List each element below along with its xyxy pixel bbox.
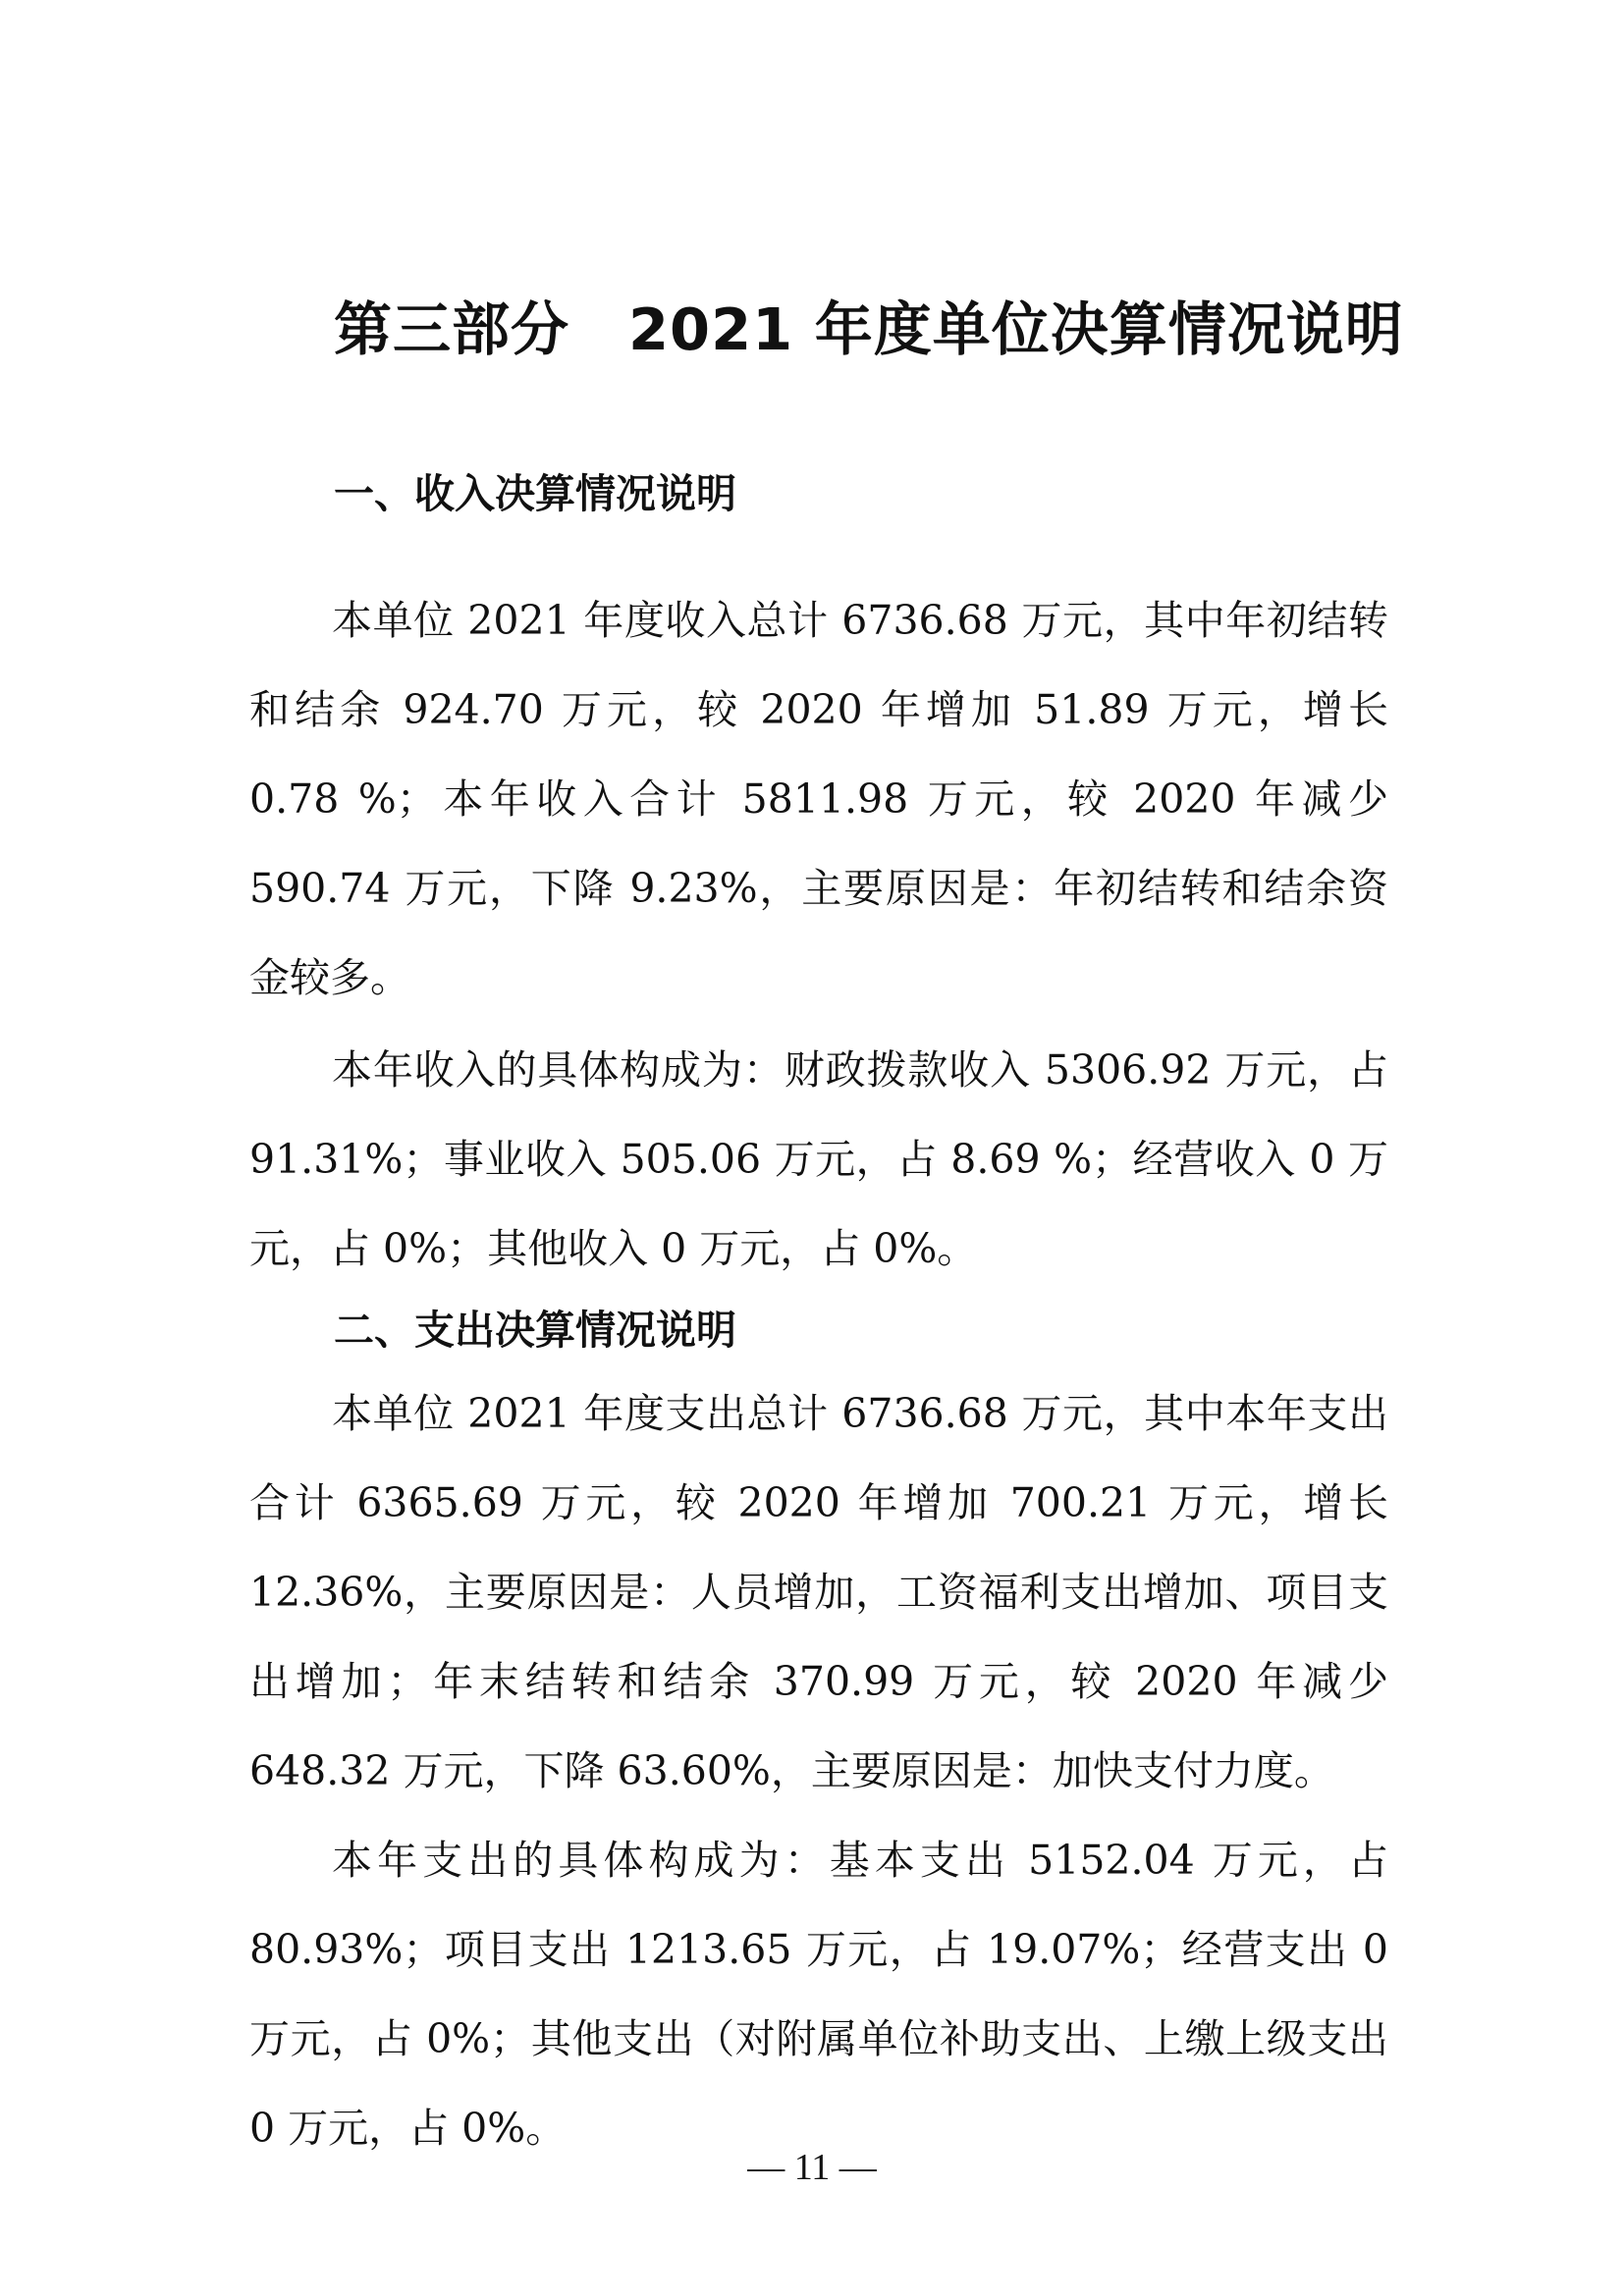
section-heading-income: 一、收入决算情况说明: [334, 470, 736, 517]
income-paragraph-2: 本年收入的具体构成为：财政拨款收入 5306.92 万元，占 91.31%；事业收入 505.06 万元，占 8.69 %；经营收入 0 万元，占 0%；其他收入 0 万元，占 0%。: [249, 1046, 1388, 1272]
page-title: 第三部分 2021 年度单位决算情况说明: [334, 295, 1404, 363]
section-heading-expenditure: 二、支出决算情况说明: [334, 1307, 736, 1354]
expenditure-paragraph-2: 本年支出的具体构成为：基本支出 5152.04 万元，占 80.93%；项目支出 1213.65 万元，占 19.07%；经营支出 0 万元，占 0%；其他支出（对附属单位补助支出、上缴上级支出 0 万元，占 0%。: [249, 1837, 1388, 2152]
expenditure-paragraph-1: 本单位 2021 年度支出总计 6736.68 万元，其中本年支出合计 6365.69 万元，较 2020 年增加 700.21 万元，增长 12.36%，主要原因是：人员增加，工资福利支出增加、项目支出增加；年末结转和结余 370.99 万元，较 2020 年减少 648.32 万元，下降 63.60%，主要原因是：加快支付力度。: [249, 1390, 1388, 1794]
page-number: — 11 —: [747, 2147, 877, 2188]
income-paragraph-1: 本单位 2021 年度收入总计 6736.68 万元，其中年初结转和结余 924.70 万元，较 2020 年增加 51.89 万元，增长 0.78 %；本年收入合计 5811.98 万元，较 2020 年减少 590.74 万元，下降 9.23%，主要原因是：年初结转和结余资金较多。: [249, 597, 1388, 1001]
